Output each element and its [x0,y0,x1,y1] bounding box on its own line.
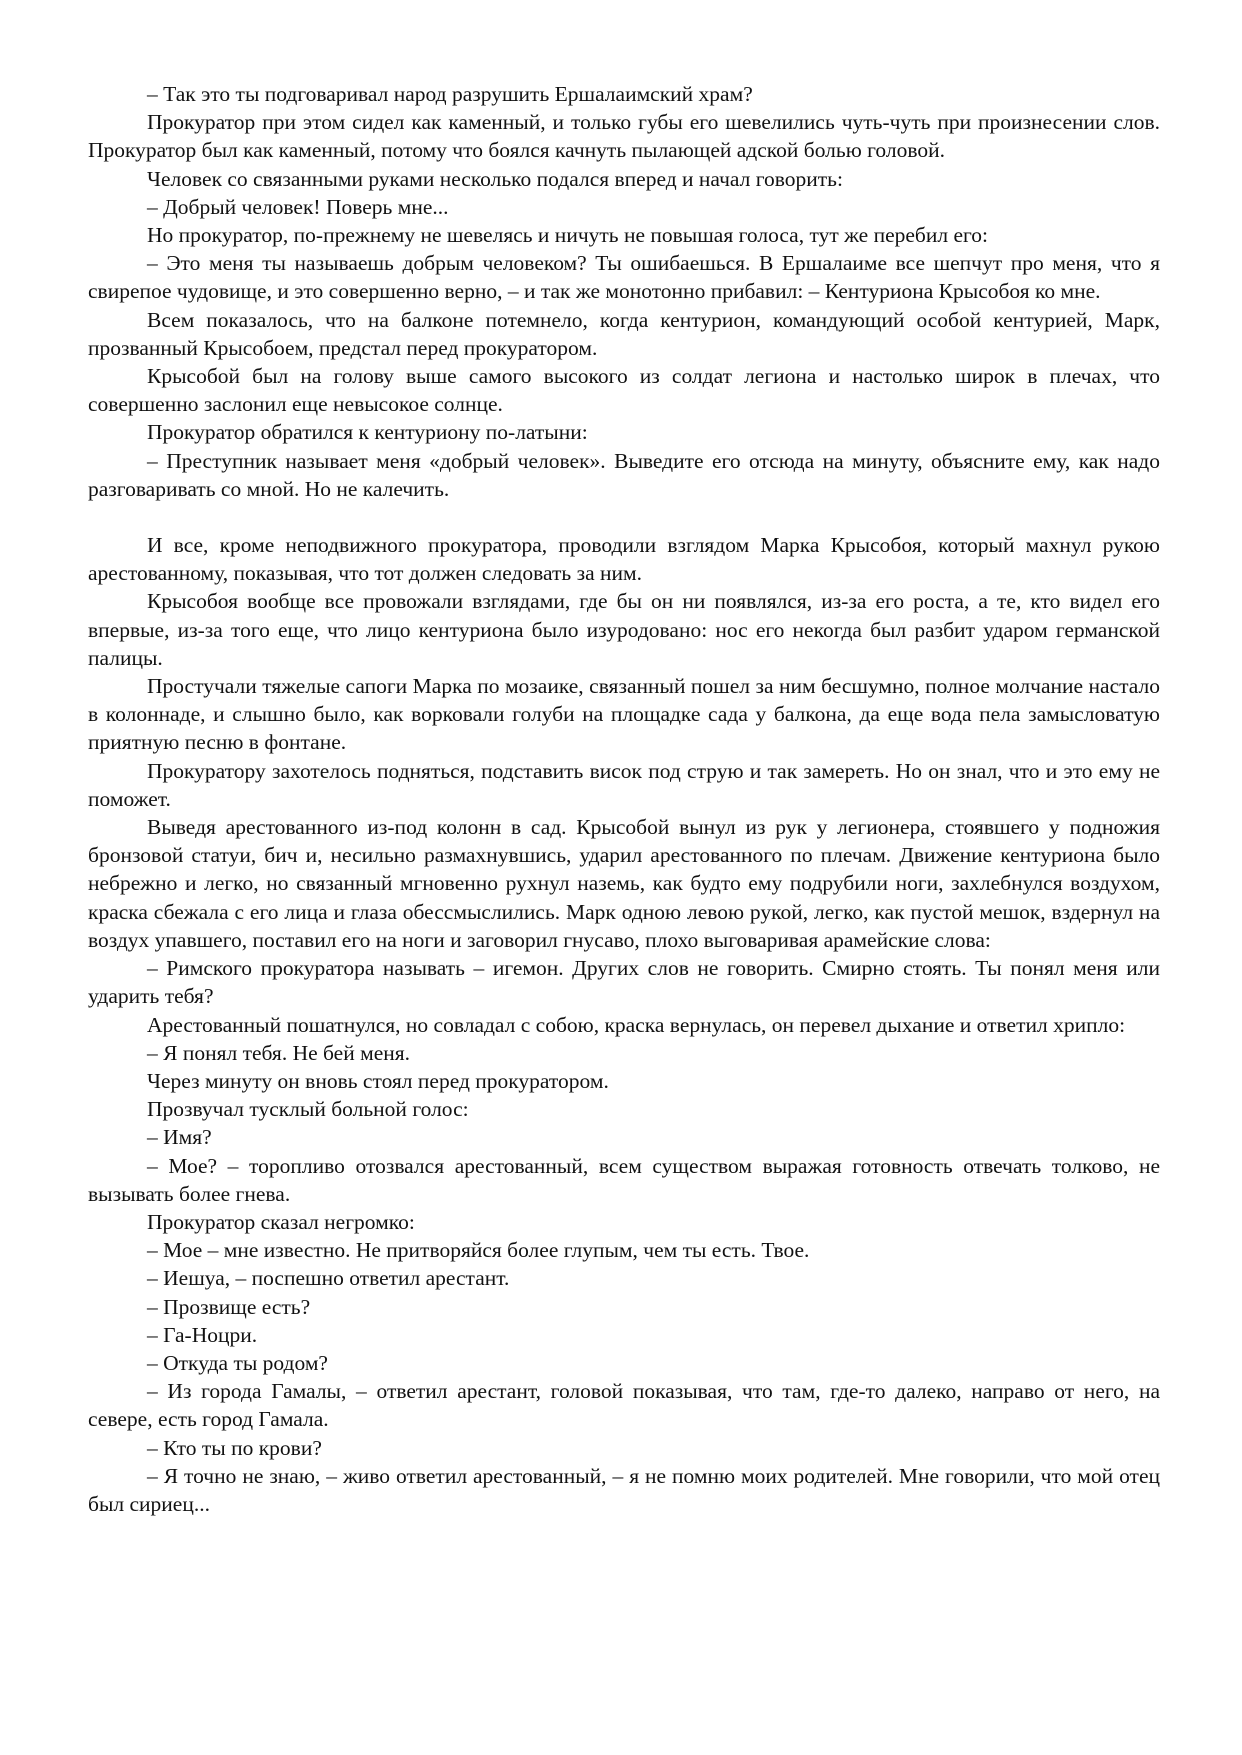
document-page [88,80,1160,1518]
paragraph: – Римского прокуратора называть – игемон. Других слов не говорить. Смирно стоять. Ты понял меня или ударить тебя? [88,956,1160,1009]
paragraph: – Откуда ты родом? [147,1350,328,1375]
paragraph: – Иешуа, – поспешно ответил арестант. [147,1266,510,1291]
paragraph: Через минуту он вновь стоял перед прокуратором. [147,1068,609,1093]
paragraph: Арестованный пошатнулся, но совладал с собою, краска вернулась, он перевел дыхание и ответил хрипло: [147,1012,1126,1037]
paragraph: – Я точно не знаю, – живо ответил арестованный, – я не помню моих родителей. Мне говорили, что мой отец был сириец... [88,1463,1160,1516]
paragraph: – Га-Ноцри. [147,1322,258,1347]
paragraph: Но прокуратор, по-прежнему не шевелясь и ничуть не повышая голоса, тут же перебил его: [147,223,989,248]
paragraph: – Так это ты подговаривал народ разрушить Ершалаимский храм? [147,82,753,106]
paragraph: Прокуратору захотелось подняться, подставить висок под струю и так замереть. Но он знал, что и это ему не поможет. [88,758,1160,811]
paragraph: – Преступник называет меня «добрый человек». Выведите его отсюда на минуту, объясните ему, как надо разговаривать со мной. Но не калечить. [88,448,1160,501]
paragraph: – Кто ты по крови? [147,1435,322,1460]
paragraph: – Из города Гамалы, – ответил арестант, головой показывая, что там, где-то далеко, направо от него, на севере, есть город Гамала. [88,1379,1160,1432]
paragraph: Прокуратор обратился к кентуриону по-латыни: [147,420,588,445]
paragraph: Прокуратор сказал негромко: [147,1209,415,1234]
paragraph: Выведя арестованного из-под колонн в сад. Крысобой вынул из рук у легионера, стоявшего у подножия бронзовой статуи, бич и, несильно размахнувшись, ударил арестованного по плечам. Движение кентуриона было небрежно и легко, но связанный мгновенно рухнул наземь, как будто ему подрубили ноги, захлебнулся воздухом, краска сбежала с его лица и глаза обессмыслились. Марк одною левою рукой, легко, как пустой мешок, вздернул на воздух упавшего, поставил его на ноги и заговорил гнусаво, плохо выговаривая арамейские слова: [88,815,1160,952]
paragraph: – Мое? – торопливо отозвался арестованный, всем существом выражая готовность отвечать толково, не вызывать более гнева. [88,1153,1160,1206]
paragraph: – Это меня ты называешь добрым человеком? Ты ошибаешься. В Ершалаиме все шепчут про меня, что я свирепое чудовище, и это совершенно верно, – и так же монотонно прибавил: – Кентуриона Крысобоя ко мне. [88,251,1160,304]
paragraph: Человек со связанными руками несколько подался вперед и начал говорить: [147,166,843,191]
paragraph: И все, кроме неподвижного прокуратора, проводили взглядом Марка Крысобоя, который махнул рукою арестованному, показывая, что тот должен следовать за ним. [88,533,1160,586]
paragraph: Прокуратор при этом сидел как каменный, и только губы его шевелились чуть-чуть при произнесении слов. Прокуратор был как каменный, потому что боялся качнуть пылающей адской болью головой. [88,110,1160,163]
paragraph: Простучали тяжелые сапоги Марка по мозаике, связанный пошел за ним бесшумно, полное молчание настало в колоннаде, и слышно было, как ворковали голуби на площадке сада у балкона, да еще вода пела замысловатую приятную песню в фонтане. [88,674,1160,755]
paragraph: Крысобоя вообще все провожали взглядами, где бы он ни появлялся, из-за его роста, а те, кто видел его впервые, из-за того еще, что лицо кентуриона было изуродовано: нос его некогда был разбит ударом германской палицы. [88,589,1160,670]
paragraph: Прозвучал тусклый больной голос: [147,1097,469,1122]
section-break [88,503,1160,531]
paragraph: – Добрый человек! Поверь мне... [147,194,449,219]
paragraph: – Я понял тебя. Не бей меня. [147,1040,411,1065]
paragraph: – Мое – мне известно. Не притворяйся более глупым, чем ты есть. Твое. [147,1238,810,1263]
paragraph: – Прозвище есть? [147,1294,311,1319]
paragraph: Крысобой был на голову выше самого высокого из солдат легиона и настолько широк в плечах, что совершенно заслонил еще невысокое солнце. [88,364,1160,417]
paragraph: – Имя? [147,1125,212,1150]
paragraph: Всем показалось, что на балконе потемнело, когда кентурион, командующий особой кентурией, Марк, прозванный Крысобоем, предстал перед прокуратором. [88,307,1160,360]
